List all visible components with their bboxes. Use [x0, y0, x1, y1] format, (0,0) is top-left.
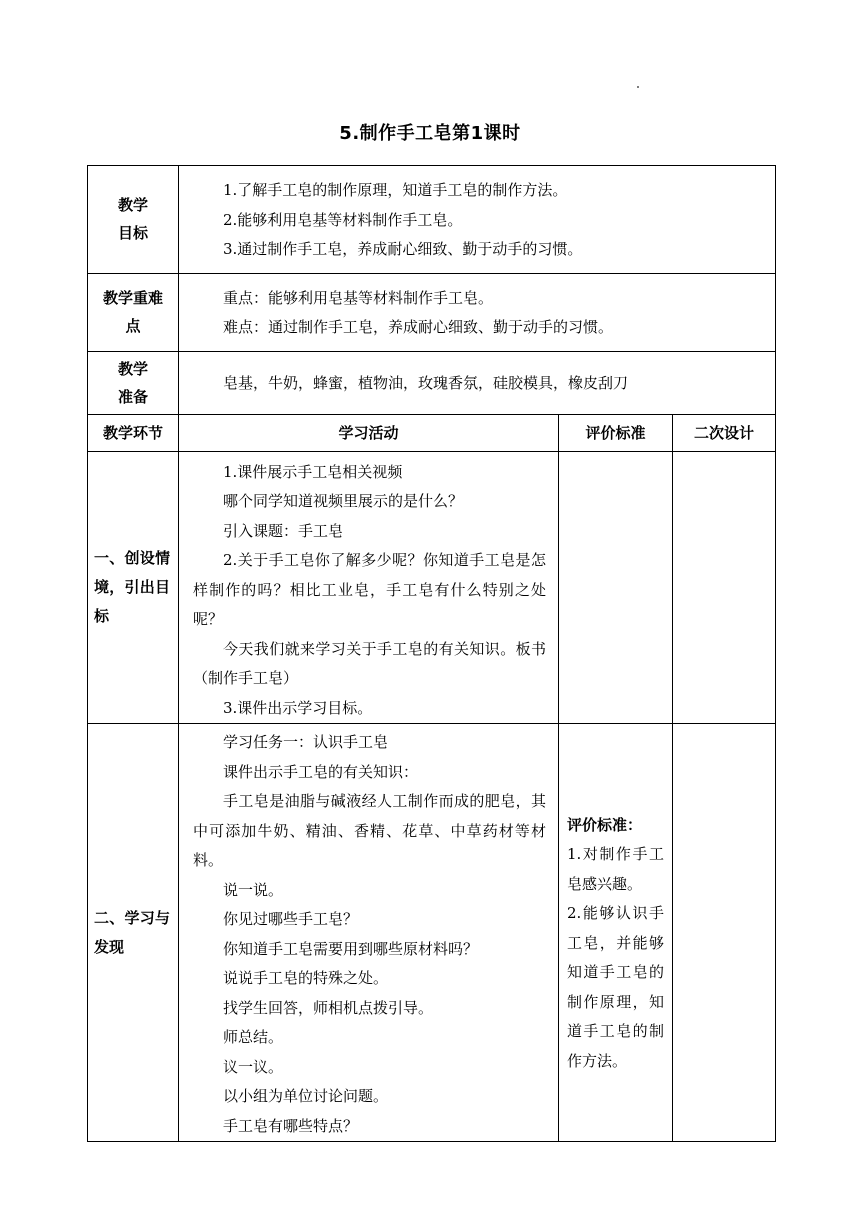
goals-label-line2: 目标: [117, 224, 148, 243]
column-header-evaluation: 评价标准: [559, 414, 673, 451]
column-header-redesign: 二次设计: [673, 414, 776, 451]
evaluation-item: 2.能够认识手工皂，并能够知道手工皂的制作原理，知道手工皂的制作方法。: [567, 904, 664, 1070]
stage2-row: [88, 724, 776, 1142]
activity-line: 说说手工皂的特殊之处。: [223, 969, 389, 987]
activity-line: 师总结。: [223, 1028, 284, 1046]
activity-line: 今天我们就来学习关于手工皂的有关知识。板书（制作手工皂）: [193, 639, 546, 687]
lesson-plan-table: [87, 165, 776, 1142]
key-points-label-line1: 教学重难: [102, 289, 163, 307]
key-points-content: [179, 273, 776, 351]
activity-line: 2.关于手工皂你了解多少呢？你知道手工皂是怎样制作的吗？相比工业皂，手工皂有什么特别之处呢？: [193, 551, 546, 628]
stage2-name: 二、学习与发现: [88, 724, 179, 1142]
stage1-name: 一、创设情境，引出目标: [88, 451, 179, 724]
preparation-label: [88, 351, 179, 414]
activity-line: 3.课件出示学习目标。: [223, 698, 373, 717]
activity-line: 哪个同学知道视频里展示的是什么？: [223, 492, 464, 510]
activity-line: 找学生回答，师相机点拨引导。: [223, 998, 434, 1017]
key-points-label-line2: 点: [125, 317, 141, 335]
preparation-row: [88, 351, 776, 414]
column-header-row: [88, 414, 776, 451]
goal-item: 2.能够利用皂基等材料制作手工皂。: [223, 210, 463, 229]
goal-item: 3.通过制作手工皂，养成耐心细致、勤于动手的习惯。: [223, 240, 583, 258]
preparation-text: 皂基，牛奶，蜂蜜，植物油，玫瑰香氛，硅胶模具，橡皮刮刀: [223, 373, 629, 392]
page-title: 5.制作手工皂第1课时: [339, 123, 521, 144]
goals-label: [88, 166, 179, 274]
activity-line: 你知道手工皂需要用到哪些原材料吗？: [223, 939, 479, 958]
stage1-redesign: [673, 451, 776, 724]
activity-line: 学习任务一：认识手工皂: [223, 733, 389, 751]
stray-dot: [637, 86, 639, 88]
activity-line: 1.课件展示手工皂相关视频: [223, 462, 403, 481]
activity-line: 以小组为单位讨论问题。: [223, 1087, 389, 1105]
preparation-content: [179, 351, 776, 414]
column-header-activity: 学习活动: [179, 414, 559, 451]
stage2-redesign: [673, 724, 776, 1142]
activity-line: 说一说。: [223, 880, 284, 899]
activity-line: 议一议。: [223, 1057, 284, 1076]
goal-item: 1.了解手工皂的制作原理，知道手工皂的制作方法。: [223, 181, 568, 199]
evaluation-item: 1.对制作手工皂感兴趣。: [567, 845, 664, 893]
goals-label-line1: 教学: [117, 196, 148, 215]
activity-line: 手工皂是油脂与碱液经人工制作而成的肥皂，其中可添加牛奶、精油、香精、花草、中草药材等材料。: [193, 792, 546, 869]
activity-line: 课件出示手工皂的有关知识：: [223, 762, 419, 781]
stage1-evaluation: [559, 451, 673, 724]
key-points-label: [88, 273, 179, 351]
stage2-activities: [179, 724, 559, 1142]
preparation-label-line2: 准备: [117, 387, 148, 406]
stage1-activities: [179, 451, 559, 724]
goals-row: [88, 166, 776, 274]
stage2-evaluation: [559, 724, 673, 1142]
key-points-row: [88, 273, 776, 351]
activity-line: 你见过哪些手工皂？: [223, 910, 359, 928]
stage1-row: [88, 451, 776, 724]
activity-line: 手工皂有哪些特点？: [223, 1116, 359, 1135]
goals-content: [179, 166, 776, 274]
activity-line: 引入课题：手工皂: [223, 521, 344, 540]
key-point-item: 重点：能够利用皂基等材料制作手工皂。: [223, 288, 494, 307]
key-point-item: 难点：通过制作手工皂，养成耐心细致、勤于动手的习惯。: [223, 318, 614, 336]
column-header-stage: 教学环节: [88, 414, 179, 451]
preparation-label-line1: 教学: [117, 359, 148, 378]
evaluation-title: 评价标准：: [567, 815, 643, 834]
